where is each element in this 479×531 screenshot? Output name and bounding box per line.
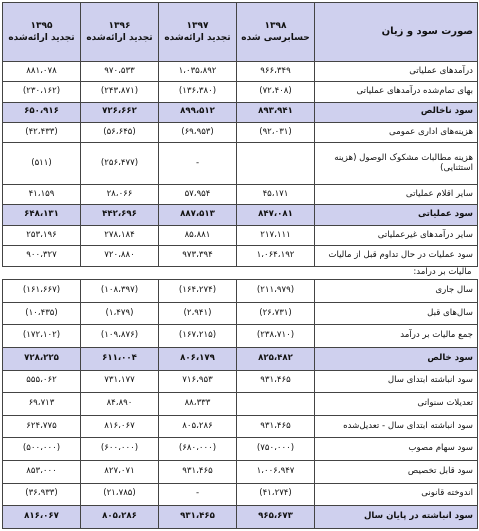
row-label: درآمدهای عملیاتی (315, 61, 478, 81)
row-label: سود ناخالص (315, 102, 478, 122)
value-cell: ۸۹۹،۵۱۲ (159, 102, 237, 122)
row-label: سود سهام مصوب (315, 438, 478, 461)
value-cell: (۶۸۰،۰۰۰) (159, 438, 237, 461)
column-label: تجدید ارائه‌شده (8, 32, 75, 43)
value-cell: - (159, 483, 237, 506)
table-row (3, 302, 478, 325)
subtotal-row (3, 102, 478, 122)
value-cell: (۷۵۰،۰۰۰) (237, 438, 315, 461)
value-cell: ۸۵،۸۸۱ (159, 225, 237, 245)
table-row (3, 415, 478, 438)
subtotal-row (3, 347, 478, 370)
value-cell: ۸۸۷،۵۱۳ (159, 205, 237, 225)
value-cell: (۹۲،۰۳۱) (237, 122, 315, 142)
value-cell: ۷۳۱،۱۷۷ (81, 370, 159, 393)
value-cell: ۲۷۸،۱۸۴ (81, 225, 159, 245)
value-cell: ۵۵۵،۰۶۲ (3, 370, 81, 393)
column-label: حسابرسی شده (241, 32, 310, 43)
value-cell: ۱،۰۰۶،۹۴۷ (237, 460, 315, 483)
value-cell: ۸۰۶،۱۷۹ (159, 347, 237, 370)
header-row (3, 3, 478, 62)
value-cell: ۶۴۸،۱۳۱ (3, 205, 81, 225)
value-cell: ۹۳۱،۴۶۵ (237, 415, 315, 438)
value-cell: ۸۰۵،۲۸۶ (159, 415, 237, 438)
value-cell: - (159, 143, 237, 185)
value-cell: ۴۴۲،۶۹۶ (81, 205, 159, 225)
value-cell: ۸۱۶،۰۶۷ (81, 415, 159, 438)
column-label: تجدید ارائه‌شده (86, 32, 153, 43)
value-cell: ۸۲۵،۴۸۲ (237, 347, 315, 370)
value-cell: (۱۶۷،۲۱۵) (159, 325, 237, 348)
value-cell: ۵۷،۹۵۴ (159, 185, 237, 205)
value-cell: ۷۲۰،۸۸۰ (81, 246, 159, 266)
value-cell: (۶۰۰،۰۰۰) (81, 438, 159, 461)
value-cell: (۲۱،۷۸۵) (81, 483, 159, 506)
income-statement-table (2, 2, 477, 529)
tax-caption-row (3, 266, 478, 280)
value-cell: ۸۹۳،۹۴۱ (237, 102, 315, 122)
row-label: بهای تمام‌شده درآمدهای عملیاتی (315, 82, 478, 102)
value-cell: ۶۹،۷۱۳ (3, 393, 81, 416)
value-cell: ۸۱۶،۰۶۷ (3, 506, 81, 529)
subtotal-row (3, 205, 478, 225)
value-cell: (۱۳۶،۳۸۰) (159, 82, 237, 102)
row-label: سود قابل تخصیص (315, 460, 478, 483)
row-label: سود خالص (315, 347, 478, 370)
column-year: ۱۳۹۷ (186, 20, 209, 31)
row-label: اندوخته قانونی (315, 483, 478, 506)
value-cell: ۸۸۱،۰۷۸ (3, 61, 81, 81)
value-cell: (۲۳۸،۷۱۰) (237, 325, 315, 348)
tax-caption: مالیات بر درآمد: (3, 266, 478, 280)
value-cell: (۱۶۱،۶۶۷) (3, 280, 81, 303)
value-cell: ۴۵،۱۷۱ (237, 185, 315, 205)
value-cell: (۲،۹۴۱) (159, 302, 237, 325)
value-cell: ۷۱۶،۹۵۳ (159, 370, 237, 393)
value-cell: ۸۲۷،۰۷۱ (81, 460, 159, 483)
row-label: سال جاری (315, 280, 478, 303)
value-cell: (۵۰۰،۰۰۰) (3, 438, 81, 461)
value-cell: ۸۴۷،۰۸۱ (237, 205, 315, 225)
value-cell: ۲۱۷،۱۱۱ (237, 225, 315, 245)
table-row (3, 280, 478, 303)
table-title: صورت سود و زیان (315, 3, 478, 62)
table-row (3, 325, 478, 348)
value-cell: ۸۵۳،۰۰۰ (3, 460, 81, 483)
value-cell: (۱۷۲،۱۰۲) (3, 325, 81, 348)
table-row (3, 246, 478, 266)
row-label: سال‌های قبل (315, 302, 478, 325)
value-cell: ۲۸،۰۶۶ (81, 185, 159, 205)
table-row (3, 82, 478, 102)
table-row (3, 370, 478, 393)
value-cell: (۲۶،۷۳۱) (237, 302, 315, 325)
value-cell: ۹۳۱،۴۶۵ (159, 506, 237, 529)
row-label: سود عملیات در حال تداوم قبل از مالیات (315, 246, 478, 266)
value-cell: ۹۶۶،۳۴۹ (237, 61, 315, 81)
row-label: سود انباشته ابتدای سال (315, 370, 478, 393)
value-cell: ۱،۰۳۵،۸۹۲ (159, 61, 237, 81)
value-cell: (۱۰۹،۸۷۶) (81, 325, 159, 348)
column-label: تجدید ارائه‌شده (164, 32, 231, 43)
value-cell: ۹۶۵،۶۷۳ (237, 506, 315, 529)
value-cell: (۱،۴۷۹) (81, 302, 159, 325)
column-header-1395 (3, 3, 81, 62)
value-cell: ۷۲۸،۲۲۵ (3, 347, 81, 370)
value-cell: ۸۸،۳۳۳ (159, 393, 237, 416)
table-row (3, 122, 478, 142)
value-cell: ۶۲۴،۷۷۵ (3, 415, 81, 438)
row-label: سود انباشته در پایان سال (315, 506, 478, 529)
row-label: سود انباشته ابتدای سال - تعدیل‌شده (315, 415, 478, 438)
income-statement-grid (2, 2, 478, 529)
row-label: سایر درآمدهای غیرعملیاتی (315, 225, 478, 245)
value-cell: (۱۶۴،۲۷۴) (159, 280, 237, 303)
table-row (3, 483, 478, 506)
value-cell: (۱۰،۴۳۵) (3, 302, 81, 325)
value-cell: ۹۳۱،۴۶۵ (237, 370, 315, 393)
row-label: سود عملیاتی (315, 205, 478, 225)
column-year: ۱۳۹۸ (264, 20, 287, 31)
value-cell: (۲۴۳،۸۷۱) (81, 82, 159, 102)
value-cell: ۹۷۰،۵۳۳ (81, 61, 159, 81)
value-cell: ۴۱،۱۵۹ (3, 185, 81, 205)
value-cell: (۵۱۱) (3, 143, 81, 185)
value-cell: ۷۲۶،۶۶۲ (81, 102, 159, 122)
table-row (3, 61, 478, 81)
row-label: هزینه مطالبات مشکوک الوصول (هزینه استثنایی) (315, 143, 478, 185)
value-cell: (۴۲،۴۳۳) (3, 122, 81, 142)
value-cell: ۹۳۱،۴۶۵ (159, 460, 237, 483)
value-cell (237, 393, 315, 416)
value-cell: (۲۳۰،۱۶۲) (3, 82, 81, 102)
value-cell: ۱،۰۶۴،۱۹۲ (237, 246, 315, 266)
value-cell: (۷۲،۴۰۸) (237, 82, 315, 102)
value-cell: ۹۷۳،۳۹۴ (159, 246, 237, 266)
value-cell: ۸۰۵،۲۸۶ (81, 506, 159, 529)
table-row (3, 393, 478, 416)
table-row (3, 143, 478, 185)
row-label: هزینه‌های اداری عمومی (315, 122, 478, 142)
value-cell: ۲۵۳،۱۹۶ (3, 225, 81, 245)
value-cell: ۹۰۰،۳۲۷ (3, 246, 81, 266)
value-cell: (۴۱،۲۷۴) (237, 483, 315, 506)
row-label: سایر اقلام عملیاتی (315, 185, 478, 205)
value-cell: (۳۶،۹۳۳) (3, 483, 81, 506)
column-header-1397 (159, 3, 237, 62)
value-cell (237, 143, 315, 185)
value-cell: ۶۱۱،۰۰۴ (81, 347, 159, 370)
row-label: جمع مالیات بر درآمد (315, 325, 478, 348)
value-cell: (۱۰۸،۳۹۷) (81, 280, 159, 303)
column-header-1398 (237, 3, 315, 62)
value-cell: ۸۴،۸۹۰ (81, 393, 159, 416)
table-row (3, 438, 478, 461)
column-year: ۱۳۹۶ (108, 20, 131, 31)
value-cell: (۲۵۶،۴۷۷) (81, 143, 159, 185)
row-label: تعدیلات سنواتی (315, 393, 478, 416)
value-cell: (۵۶،۶۴۵) (81, 122, 159, 142)
value-cell: (۶۹،۹۵۳) (159, 122, 237, 142)
column-year: ۱۳۹۵ (30, 20, 53, 31)
column-header-1396 (81, 3, 159, 62)
table-row (3, 460, 478, 483)
value-cell: (۲۱۱،۹۷۹) (237, 280, 315, 303)
table-row (3, 225, 478, 245)
table-row (3, 185, 478, 205)
subtotal-row (3, 506, 478, 529)
value-cell: ۶۵۰،۹۱۶ (3, 102, 81, 122)
